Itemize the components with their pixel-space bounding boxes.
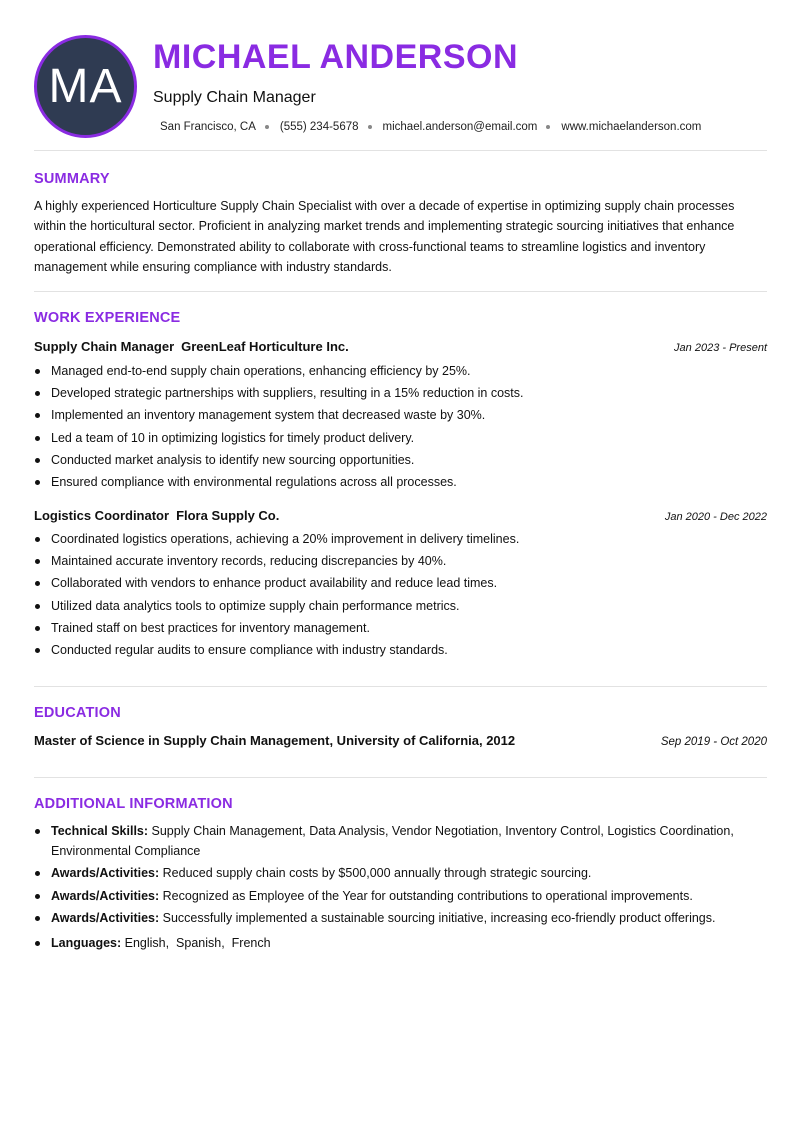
additional-info-list [51, 822, 767, 956]
avatar-initials: MA [48, 60, 123, 113]
additional-info-heading: ADDITIONAL INFORMATION [34, 796, 233, 812]
item-text: Reduced supply chain costs by $500,000 annually through strategic sourcing. [162, 866, 592, 880]
contact-phone[interactable]: (555) 234-5678 [279, 121, 359, 133]
education-heading: EDUCATION [34, 705, 121, 721]
item-label: Awards/Activities: [51, 888, 160, 903]
job-role: Supply Chain Manager [34, 339, 175, 354]
list-item [51, 909, 767, 929]
summary-text: A highly experienced Horticulture Supply Chain Specialist with over a decade of expertise in optimizing supply chain processes within the horticultural sector. Proficient in analyzing market trends and implementing strategic sourcing initiatives that enhance operational efficiency. Demonstrated ability to collaborate with cross-functional teams to streamline logistics and inventory management while ensuring compliance with industry standards. [34, 199, 735, 274]
list-item: Implemented an inventory management system that decreased waste by 30%. [51, 404, 767, 426]
item-label: Technical Skills: [51, 824, 149, 838]
list-item: Trained staff on best practices for inventory management. [51, 617, 767, 639]
education-degree: Master of Science in Supply Chain Management, University of California, 2012 [34, 733, 516, 748]
list-item: Utilized data analytics tools to optimize supply chain performance metrics. [51, 595, 767, 617]
job-role-company [34, 508, 279, 523]
job-company: GreenLeaf Horticulture Inc. [181, 339, 349, 354]
list-item: Developed strategic partnerships with suppliers, resulting in a 15% reduction in costs. [51, 382, 767, 404]
item-label: Languages: [51, 935, 122, 950]
divider [34, 686, 767, 687]
summary-heading: SUMMARY [34, 171, 110, 187]
list-item [51, 864, 767, 884]
list-item: Led a team of 10 in optimizing logistics for timely product delivery. [51, 427, 767, 449]
item-text: Successfully implemented a sustainable sourcing initiative, increasing eco-friendly product offerings. [162, 911, 716, 925]
contact-bar [160, 121, 701, 133]
job-dates: Jan 2023 - Present [674, 342, 767, 354]
list-item: Collaborated with vendors to enhance product availability and reduce lead times. [51, 572, 767, 594]
item-label: Awards/Activities: [51, 866, 160, 880]
item-text: Supply Chain Management, Data Analysis, Vendor Negotiation, Inventory Control, Logistics Coordination, Environmental Compliance [51, 824, 734, 858]
list-item: Coordinated logistics operations, achieving a 20% improvement in delivery timelines. [51, 528, 767, 550]
job-title: Supply Chain Manager [153, 89, 316, 106]
list-item: Conducted regular audits to ensure compliance with industry standards. [51, 639, 767, 661]
list-item: Managed end-to-end supply chain operations, enhancing efficiency by 25%. [51, 360, 767, 382]
job-role: Logistics Coordinator [34, 508, 170, 523]
work-experience-heading: WORK EXPERIENCE [34, 310, 181, 326]
list-item [51, 934, 767, 954]
divider [34, 777, 767, 778]
list-item: Conducted market analysis to identify new sourcing opportunities. [51, 449, 767, 471]
separator-dot [265, 125, 269, 129]
item-text: English, Spanish, French [124, 935, 271, 950]
list-item: Maintained accurate inventory records, reducing discrepancies by 40%. [51, 550, 767, 572]
education-dates: Sep 2019 - Oct 2020 [660, 736, 767, 748]
job-dates: Jan 2020 - Dec 2022 [664, 511, 767, 523]
item-text: Recognized as Employee of the Year for outstanding contributions to operational improvements. [162, 888, 693, 903]
list-item [51, 822, 767, 861]
contact-website[interactable]: www.michaelanderson.com [561, 121, 702, 133]
list-item [51, 887, 767, 907]
list-item: Ensured compliance with environmental regulations across all processes. [51, 471, 767, 493]
job-header [34, 339, 767, 354]
separator-dot [546, 125, 550, 129]
item-label: Awards/Activities: [51, 911, 160, 925]
job-company: Flora Supply Co. [176, 508, 280, 523]
divider [34, 150, 767, 151]
contact-location: San Francisco, CA [160, 121, 256, 133]
job-bullet-list [51, 360, 767, 493]
candidate-name: MICHAEL ANDERSON [153, 38, 519, 76]
education-entry [34, 733, 767, 748]
job-header [34, 508, 767, 523]
avatar [34, 35, 137, 138]
job-bullet-list [51, 528, 767, 661]
contact-email[interactable]: michael.anderson@email.com [382, 121, 538, 133]
separator-dot [368, 125, 372, 129]
job-role-company [34, 339, 349, 354]
divider [34, 291, 767, 292]
